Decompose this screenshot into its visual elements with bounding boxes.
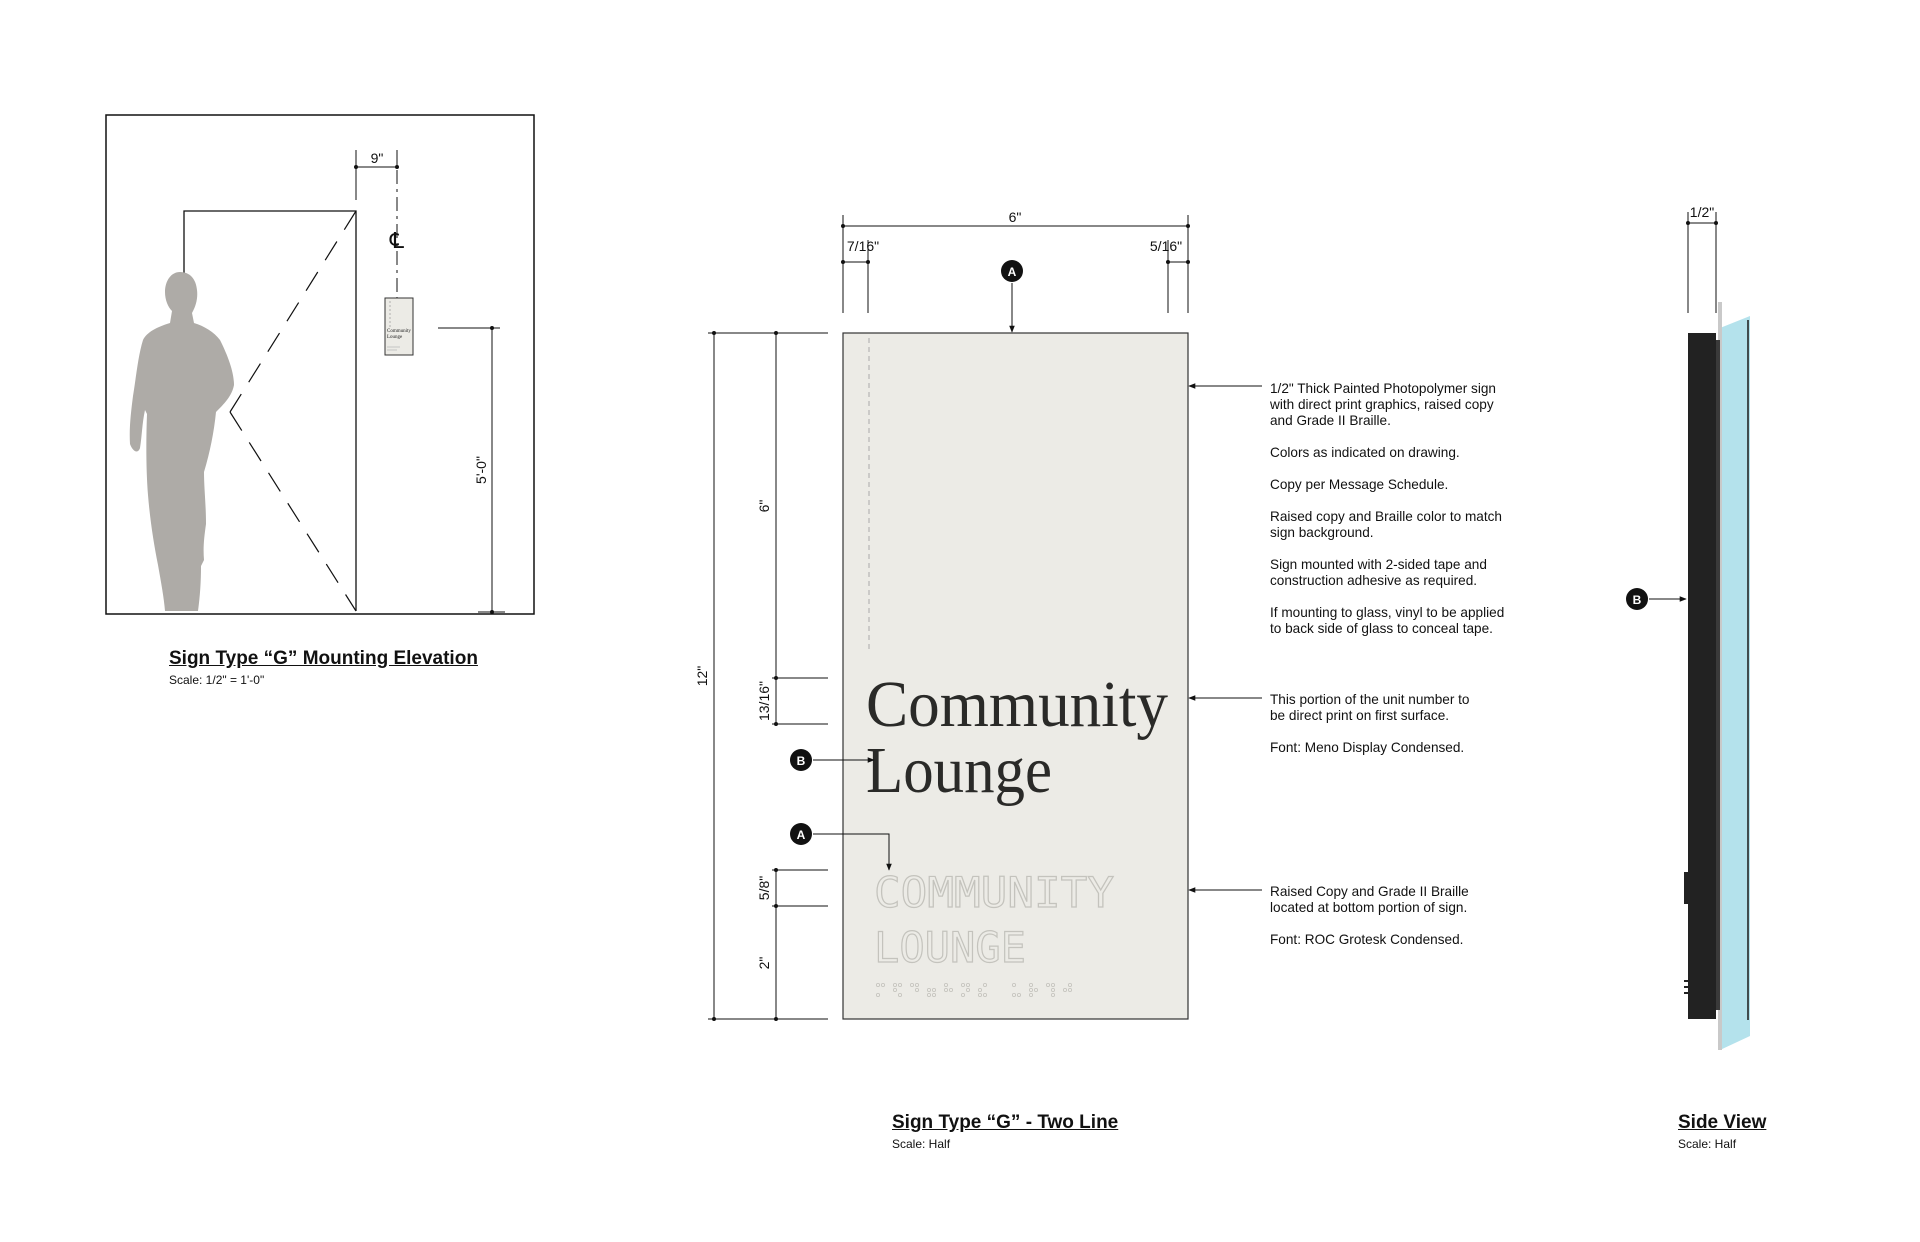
note-colors: Colors as indicated on drawing. xyxy=(1270,445,1460,460)
dim-label-6in-top: 6" xyxy=(756,499,772,513)
dim-label-thickness: 1/2" xyxy=(1689,204,1715,220)
mini-sign-line2: Lounge xyxy=(387,335,403,340)
note-material: 1/2" Thick Painted Photopolymer sign with direct print graphics, raised copy and Grade II Braille. xyxy=(1270,381,1496,428)
glass-panel xyxy=(1720,316,1750,1050)
note-glass: If mounting to glass, vinyl to be applied to back side of glass to conceal tape. xyxy=(1270,605,1505,636)
front-view xyxy=(694,209,1262,1021)
note-mounting: Sign mounted with 2-sided tape and construction adhesive as required. xyxy=(1270,557,1487,588)
sign-tactile-line1: COMMUNITY xyxy=(874,868,1114,917)
front-title: Sign Type “G” - Two Line xyxy=(892,1112,1119,1133)
dim-label-2in: 2" xyxy=(756,956,772,970)
mounting-elevation xyxy=(106,115,534,614)
dim-label-left-margin: 7/16" xyxy=(846,238,880,254)
dim-label-5ft: 5'-0" xyxy=(473,456,489,484)
callout-b-side-label: B xyxy=(1632,593,1642,607)
elevation-title: Sign Type “G” Mounting Elevation xyxy=(169,648,478,669)
sign-primary-line1: Community xyxy=(866,668,1168,741)
sign-tactile-line2: LOUNGE xyxy=(874,923,1026,972)
dim-label-width: 6" xyxy=(1008,209,1022,225)
callout-b-front-label: B xyxy=(796,754,806,768)
elevation-scale: Scale: 1/2" = 1'-0" xyxy=(169,673,265,687)
dim-label-braille-gap: 5/8" xyxy=(756,875,772,901)
side-view xyxy=(1626,204,1750,1050)
person-silhouette xyxy=(130,272,234,611)
dim-label-9in: 9" xyxy=(370,150,384,166)
dim-label-gap: 13/16" xyxy=(756,680,772,722)
front-scale: Scale: Half xyxy=(892,1137,951,1151)
side-sign-body xyxy=(1688,333,1716,1019)
door-swing-line-lower xyxy=(230,412,356,611)
notes-group-1 xyxy=(1270,381,1540,653)
sign-primary-line2: Lounge xyxy=(866,734,1052,807)
note-direct-print: This portion of the unit number to be direct print on first surface. xyxy=(1270,692,1470,723)
door-swing-line-upper xyxy=(230,211,356,412)
callout-a-braille-label: A xyxy=(796,828,806,842)
notes-group-2 xyxy=(1270,692,1540,772)
front-caption xyxy=(892,1112,1118,1151)
mini-sign-line1: Community xyxy=(387,329,411,334)
dim-label-12in: 12" xyxy=(694,665,710,687)
note-font-tactile: Font: ROC Grotesk Condensed. xyxy=(1270,932,1464,947)
dim-label-right-margin: 5/16" xyxy=(1149,238,1183,254)
side-caption xyxy=(1678,1112,1766,1151)
note-copy: Copy per Message Schedule. xyxy=(1270,477,1449,492)
note-raised-color: Raised copy and Braille color to match sign background. xyxy=(1270,509,1502,540)
note-raised-copy: Raised Copy and Grade II Braille located at bottom portion of sign. xyxy=(1270,884,1469,915)
callout-a-top-label: A xyxy=(1007,265,1017,279)
note-font-primary: Font: Meno Display Condensed. xyxy=(1270,740,1465,755)
notes-group-3 xyxy=(1270,884,1540,964)
elevation-caption xyxy=(169,648,478,687)
centerline-symbol: ℄ xyxy=(389,229,405,254)
side-title: Side View xyxy=(1678,1112,1767,1133)
side-scale: Scale: Half xyxy=(1678,1137,1737,1151)
mini-sign xyxy=(385,298,413,355)
